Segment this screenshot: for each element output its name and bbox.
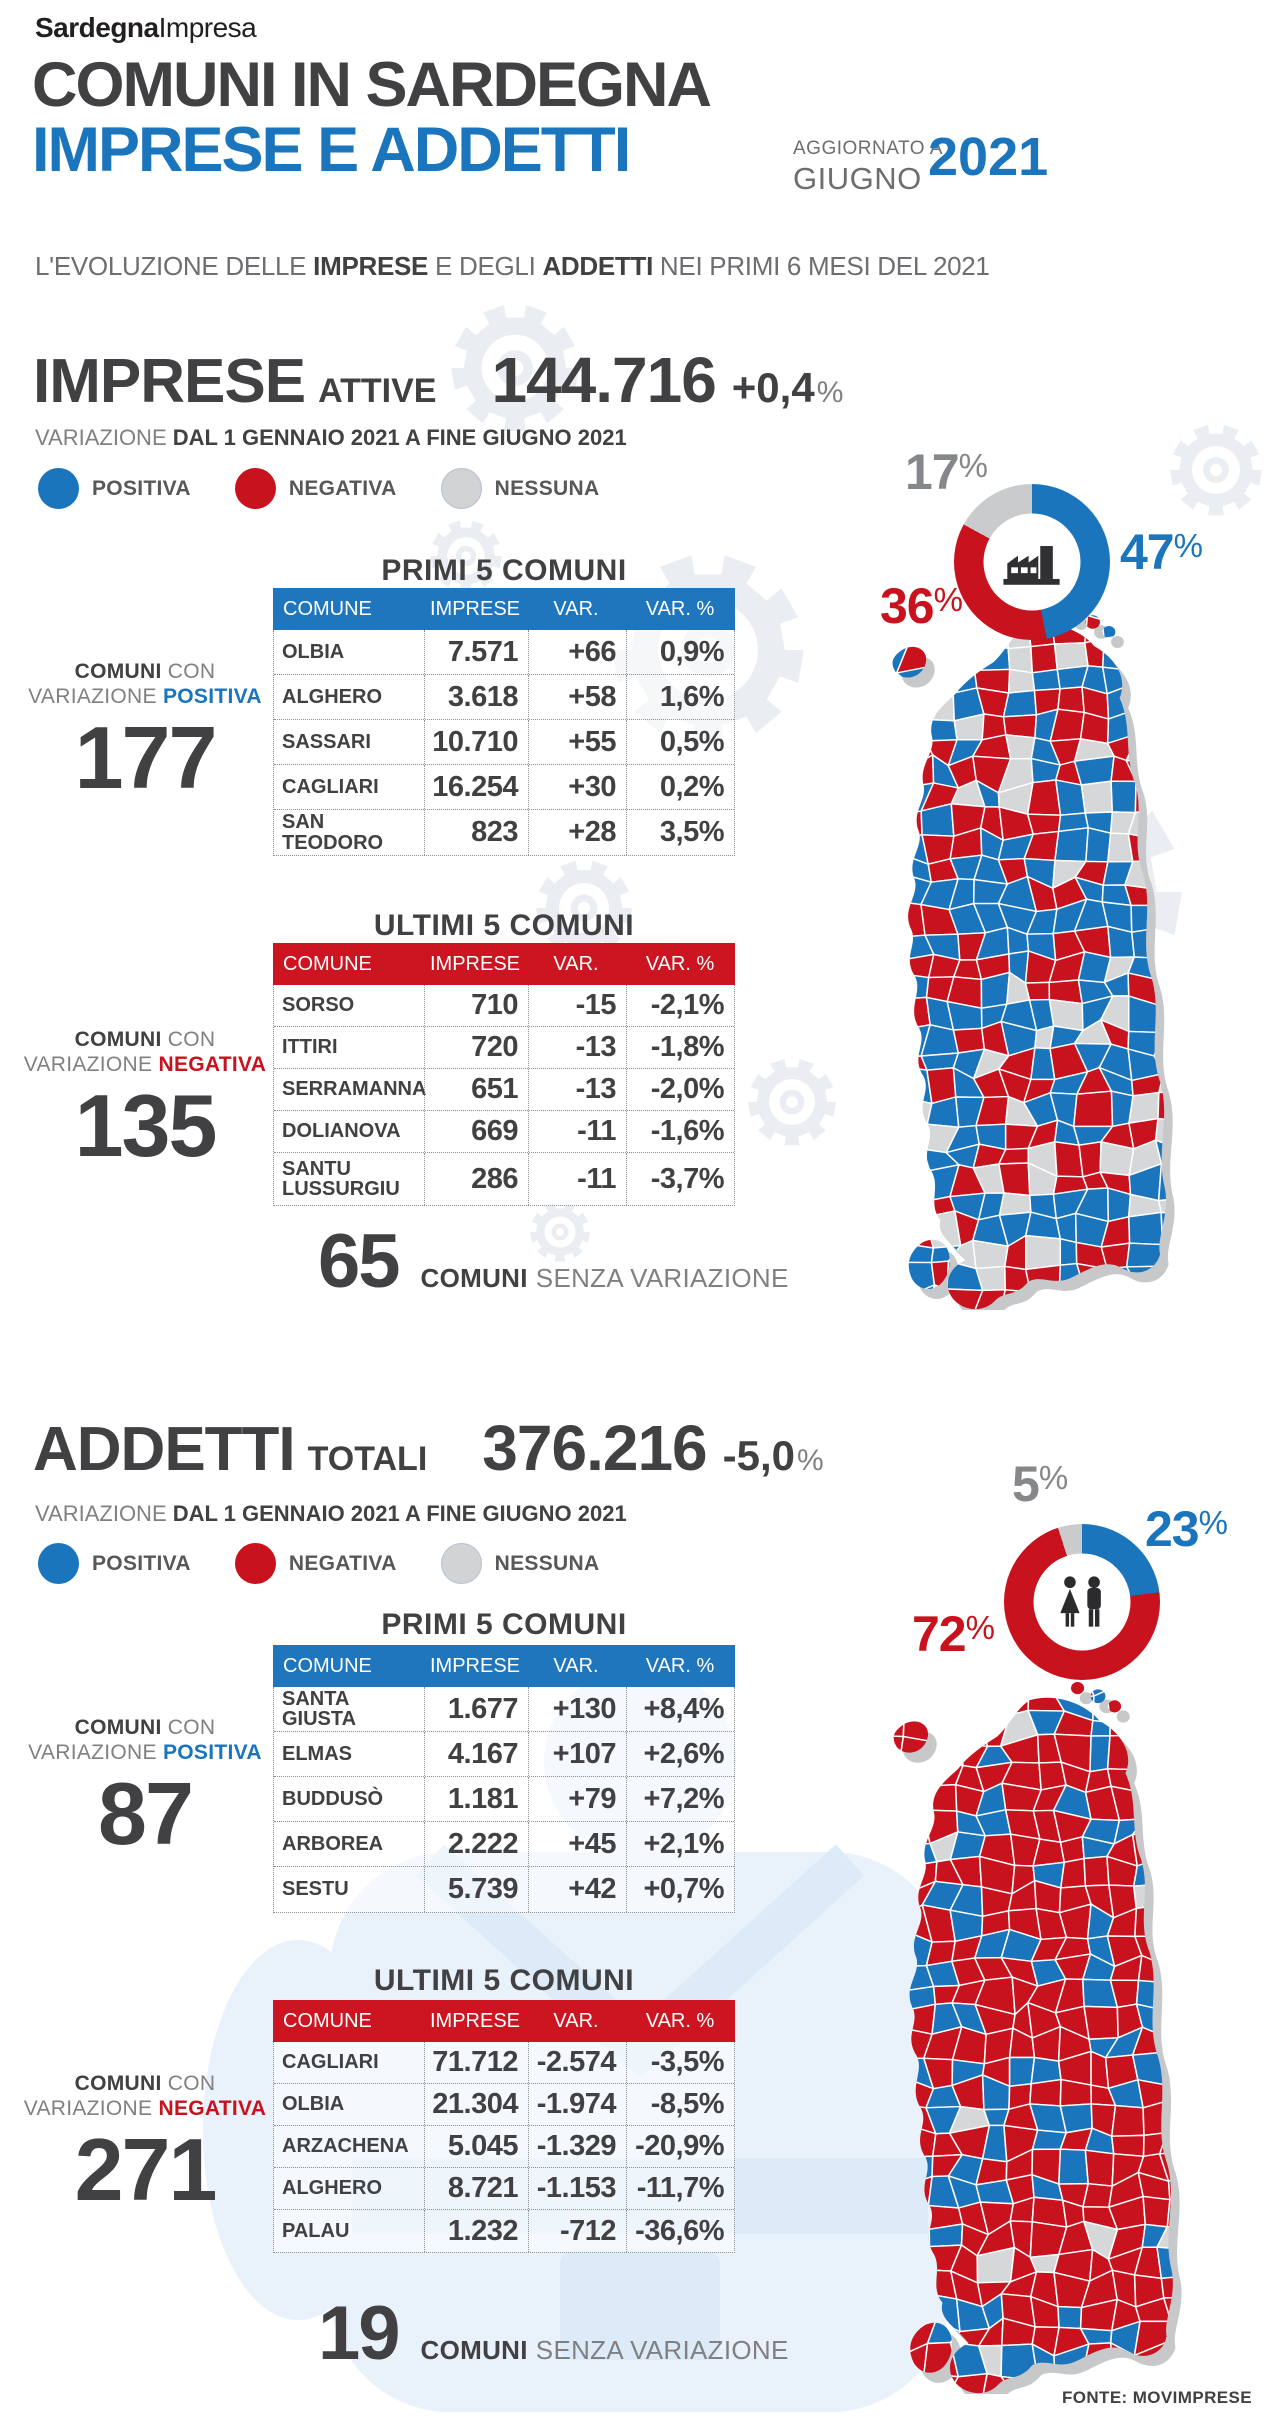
people-couple-icon bbox=[1053, 1574, 1111, 1630]
table-cell-value: 7.571 bbox=[424, 630, 528, 674]
table-cell-value: 1.677 bbox=[424, 1687, 528, 1731]
table-row bbox=[274, 985, 734, 1027]
source-label: FONTE: MOVIMPRESE bbox=[1061, 2388, 1252, 2407]
table-title-primi5-imprese: PRIMI 5 COMUNI bbox=[381, 554, 627, 587]
table-header-cell: VAR. bbox=[553, 2009, 599, 2032]
table-header-cell: VAR. % bbox=[645, 952, 715, 975]
table-title-ultimi5-addetti: ULTIMI 5 COMUNI bbox=[373, 1964, 635, 1997]
table-cell-comune: SESTU bbox=[282, 1878, 349, 1901]
table-cell-value: 286 bbox=[424, 1153, 528, 1205]
section-word: IMPRESE bbox=[33, 347, 306, 416]
legend-label: POSITIVA bbox=[92, 1551, 191, 1575]
table-row bbox=[274, 1153, 734, 1205]
table-cell-comune: ARZACHENA bbox=[282, 2135, 409, 2158]
table-header-cell: VAR. bbox=[553, 952, 599, 975]
legend-item-nessuna bbox=[441, 1543, 600, 1584]
updated-label-line2: GIUGNO bbox=[793, 161, 922, 196]
table-row bbox=[274, 1867, 734, 1912]
section-total: 144.716 bbox=[491, 344, 716, 416]
table-header-row bbox=[273, 2000, 735, 2042]
table-cell-value: 71.712 bbox=[424, 2042, 528, 2083]
variation-period-label: VARIAZIONE DAL 1 GENNAIO 2021 A FINE GIUGNO 2021 bbox=[35, 1501, 627, 1526]
table-cell-value: +66 bbox=[528, 630, 626, 674]
table-cell-value: -3,5% bbox=[626, 2042, 734, 2083]
table-cell-value: 10.710 bbox=[424, 720, 528, 764]
table-primi5-addetti bbox=[273, 1645, 735, 1913]
table-cell-value: +130 bbox=[528, 1687, 626, 1731]
legend-imprese bbox=[38, 468, 599, 509]
variation-period-label: VARIAZIONE DAL 1 GENNAIO 2021 A FINE GIUGNO 2021 bbox=[35, 425, 627, 450]
donut-hole bbox=[1034, 1554, 1131, 1651]
table-cell-comune: ITTIRI bbox=[282, 1036, 338, 1059]
section-total: 376.216 bbox=[482, 1412, 707, 1484]
percent-sign: % bbox=[816, 376, 844, 409]
table-cell-comune: OLBIA bbox=[282, 640, 345, 663]
table-header-cell: VAR. % bbox=[645, 2009, 715, 2032]
table-primi5-imprese bbox=[273, 588, 735, 856]
table-cell-comune: CAGLIARI bbox=[282, 2051, 379, 2074]
table-cell-comune: SASSARI bbox=[282, 730, 371, 753]
table-header-cell: IMPRESE bbox=[429, 2009, 521, 2032]
table-cell-comune: ARBOREA bbox=[282, 1832, 384, 1855]
no-variation-addetti: 19 COMUNI SENZA VARIAZIONE bbox=[318, 2291, 789, 2376]
table-cell-value: -36,6% bbox=[626, 2210, 734, 2252]
donut-chart-addetti bbox=[912, 1452, 1257, 1707]
table-cell-value: +58 bbox=[528, 675, 626, 719]
table-cell-value: 3,5% bbox=[626, 810, 734, 855]
no-variation-value: 65 bbox=[318, 1219, 399, 1304]
table-header-cell: VAR. bbox=[553, 1654, 599, 1677]
table-cell-value: -20,9% bbox=[626, 2126, 734, 2167]
legend-item-positiva bbox=[38, 468, 191, 509]
sardinia-map-imprese bbox=[838, 606, 1222, 1310]
table-cell-value: -13 bbox=[528, 1069, 626, 1110]
table-cell-value: -2.574 bbox=[528, 2042, 626, 2083]
page-title: COMUNI IN SARDEGNA bbox=[32, 50, 711, 120]
table-row bbox=[274, 2042, 734, 2084]
table-cell-value: +55 bbox=[528, 720, 626, 764]
table-cell-value: 16.254 bbox=[424, 765, 528, 809]
donut-label-nessuna: 5 % bbox=[1012, 1456, 1069, 1512]
table-cell-comune: OLBIA bbox=[282, 2093, 345, 2116]
table-ultimi5-imprese bbox=[273, 943, 735, 1206]
table-row bbox=[274, 675, 734, 720]
table-cell-value: -1,8% bbox=[626, 1027, 734, 1068]
donut-chart-imprese bbox=[878, 444, 1228, 693]
count-value: 271 bbox=[74, 2119, 216, 2219]
table-cell-value: 1.232 bbox=[424, 2210, 528, 2252]
table-cell-value: 720 bbox=[424, 1027, 528, 1068]
updated-label-line1: AGGIORNATO A bbox=[793, 138, 943, 159]
table-cell-value: +2,1% bbox=[626, 1822, 734, 1866]
table-cell-value: 651 bbox=[424, 1069, 528, 1110]
legend-label: POSITIVA bbox=[92, 476, 191, 500]
page-description: L'EVOLUZIONE DELLE IMPRESE E DEGLI ADDETTI NEI PRIMI 6 MESI DEL 2021 bbox=[35, 251, 990, 281]
table-row bbox=[274, 630, 734, 675]
table-cell-value: -13 bbox=[528, 1027, 626, 1068]
donut-label-positiva: 23 % bbox=[1145, 1501, 1228, 1557]
section-heading-imprese bbox=[33, 344, 844, 416]
percent-sign: % bbox=[797, 1444, 824, 1477]
legend-label: NEGATIVA bbox=[288, 1551, 397, 1575]
table-cell-comune: ELMAS bbox=[282, 1742, 352, 1765]
donut-hole bbox=[984, 514, 1081, 611]
table-cell-value: +7,2% bbox=[626, 1777, 734, 1821]
table-header-cell: VAR. bbox=[553, 597, 599, 620]
table-body bbox=[273, 1687, 735, 1913]
table-header-cell: IMPRESE bbox=[429, 952, 521, 975]
table-cell-value: 21.304 bbox=[424, 2084, 528, 2125]
legend-label: NEGATIVA bbox=[288, 476, 397, 500]
section-qualifier: TOTALI bbox=[307, 1440, 428, 1478]
table-cell-value: 710 bbox=[424, 985, 528, 1026]
table-cell-value: -3,7% bbox=[626, 1153, 734, 1205]
table-cell-value: -11 bbox=[528, 1111, 626, 1152]
section-delta: +0,4 bbox=[731, 364, 815, 411]
table-body bbox=[273, 2042, 735, 2253]
factory-icon bbox=[1001, 537, 1063, 587]
table-body bbox=[273, 630, 735, 856]
table-header-cell: COMUNE bbox=[283, 2009, 372, 2032]
donut-label-negativa: 72 % bbox=[912, 1606, 995, 1662]
table-cell-value: -1.153 bbox=[528, 2168, 626, 2209]
table-header-row bbox=[273, 943, 735, 985]
table-cell-value: +2,6% bbox=[626, 1732, 734, 1776]
table-cell-value: 5.045 bbox=[424, 2126, 528, 2167]
table-cell-value: +79 bbox=[528, 1777, 626, 1821]
table-cell-value: +28 bbox=[528, 810, 626, 855]
section-qualifier: ATTIVE bbox=[318, 372, 437, 410]
table-header-cell: COMUNE bbox=[283, 1654, 372, 1677]
table-row bbox=[274, 2210, 734, 2252]
legend-addetti bbox=[38, 1543, 599, 1584]
table-title-primi5-addetti: PRIMI 5 COMUNI bbox=[381, 1608, 627, 1641]
table-cell-value: 669 bbox=[424, 1111, 528, 1152]
count-value: 135 bbox=[74, 1075, 216, 1175]
table-cell-value: +107 bbox=[528, 1732, 626, 1776]
count-positive-addetti: COMUNI CON VARIAZIONE POSITIVA 87 bbox=[15, 1716, 275, 1855]
legend-label: NESSUNA bbox=[494, 476, 600, 500]
table-cell-comune: DOLIANOVA bbox=[282, 1120, 401, 1143]
table-cell-value: -11 bbox=[528, 1153, 626, 1205]
brand-logo bbox=[35, 12, 256, 44]
count-positive-imprese: COMUNI CON VARIAZIONE POSITIVA 177 bbox=[15, 660, 275, 799]
table-header-row bbox=[273, 588, 735, 630]
positive-dot-icon bbox=[38, 1543, 79, 1584]
negative-dot-icon bbox=[235, 468, 276, 509]
table-cell-comune: SAN TEODORO bbox=[282, 811, 384, 854]
updated-year: 2021 bbox=[928, 127, 1049, 187]
table-row bbox=[274, 1822, 734, 1867]
table-cell-comune: BUDDUSÒ bbox=[282, 1787, 384, 1810]
table-cell-value: 5.739 bbox=[424, 1867, 528, 1912]
table-cell-value: +30 bbox=[528, 765, 626, 809]
count-value: 177 bbox=[74, 707, 216, 807]
section-heading-addetti bbox=[33, 1412, 824, 1484]
table-body bbox=[273, 985, 735, 1206]
table-cell-comune: SERRAMANNA bbox=[282, 1078, 427, 1101]
section-word: ADDETTI bbox=[33, 1415, 295, 1484]
table-cell-value: 8.721 bbox=[424, 2168, 528, 2209]
table-row bbox=[274, 1687, 734, 1732]
table-cell-value: 823 bbox=[424, 810, 528, 855]
table-cell-value: -2,1% bbox=[626, 985, 734, 1026]
table-header-cell: COMUNE bbox=[283, 597, 372, 620]
negative-dot-icon bbox=[235, 1543, 276, 1584]
positive-dot-icon bbox=[38, 468, 79, 509]
table-cell-value: -2,0% bbox=[626, 1069, 734, 1110]
table-cell-value: +42 bbox=[528, 1867, 626, 1912]
brand-logo-bold: Sardegna bbox=[35, 12, 159, 43]
table-cell-value: -712 bbox=[528, 2210, 626, 2252]
table-cell-comune: CAGLIARI bbox=[282, 775, 379, 798]
page-subtitle-main: IMPRESE E ADDETTI bbox=[32, 115, 630, 185]
table-cell-comune: PALAU bbox=[282, 2219, 350, 2242]
no-variation-value: 19 bbox=[318, 2291, 399, 2376]
donut-label-positiva: 47 % bbox=[1120, 524, 1203, 580]
table-row bbox=[274, 1777, 734, 1822]
table-cell-value: -1.974 bbox=[528, 2084, 626, 2125]
donut-ring bbox=[1004, 1524, 1160, 1680]
donut-label-negativa: 36 % bbox=[880, 578, 963, 634]
table-cell-value: +45 bbox=[528, 1822, 626, 1866]
table-row bbox=[274, 810, 734, 855]
table-cell-value: -11,7% bbox=[626, 2168, 734, 2209]
table-row bbox=[274, 2126, 734, 2168]
table-cell-comune: ALGHERO bbox=[282, 685, 382, 708]
table-cell-value: +0,7% bbox=[626, 1867, 734, 1912]
table-cell-value: -1.329 bbox=[528, 2126, 626, 2167]
brand-logo-light: Impresa bbox=[158, 12, 257, 43]
table-header-cell: IMPRESE bbox=[429, 597, 521, 620]
none-dot-icon bbox=[441, 1543, 482, 1584]
table-cell-value: -15 bbox=[528, 985, 626, 1026]
count-value: 87 bbox=[98, 1763, 192, 1863]
table-cell-value: 1.181 bbox=[424, 1777, 528, 1821]
table-cell-comune: SANTU LUSSURGIU bbox=[282, 1157, 400, 1200]
table-cell-value: 3.618 bbox=[424, 675, 528, 719]
table-header-cell: VAR. % bbox=[645, 1654, 715, 1677]
legend-item-positiva bbox=[38, 1543, 191, 1584]
sardinia-map-addetti bbox=[838, 1680, 1230, 2394]
table-cell-value: -1,6% bbox=[626, 1111, 734, 1152]
legend-label: NESSUNA bbox=[494, 1551, 600, 1575]
donut-ring bbox=[954, 484, 1110, 640]
legend-item-negativa bbox=[235, 1543, 397, 1584]
table-cell-value: 0,9% bbox=[626, 630, 734, 674]
table-cell-comune: SORSO bbox=[282, 994, 355, 1017]
table-row bbox=[274, 2084, 734, 2126]
table-cell-value: 1,6% bbox=[626, 675, 734, 719]
table-row bbox=[274, 765, 734, 810]
table-cell-comune: ALGHERO bbox=[282, 2177, 382, 2200]
count-negative-addetti: COMUNI CON VARIAZIONE NEGATIVA 271 bbox=[15, 2072, 275, 2211]
legend-item-negativa bbox=[235, 468, 397, 509]
table-row bbox=[274, 1732, 734, 1777]
table-header-cell: VAR. % bbox=[645, 597, 715, 620]
table-header-row bbox=[273, 1645, 735, 1687]
donut-label-nessuna: 17 % bbox=[905, 444, 988, 500]
table-row bbox=[274, 2168, 734, 2210]
updated-label bbox=[793, 139, 943, 194]
table-cell-value: 0,5% bbox=[626, 720, 734, 764]
section-delta: -5,0 bbox=[722, 1432, 795, 1479]
count-negative-imprese: COMUNI CON VARIAZIONE NEGATIVA 135 bbox=[15, 1028, 275, 1167]
table-cell-comune: SANTA GIUSTA bbox=[282, 1687, 357, 1730]
table-cell-value: 0,2% bbox=[626, 765, 734, 809]
table-header-cell: COMUNE bbox=[283, 952, 372, 975]
legend-item-nessuna bbox=[441, 468, 600, 509]
table-row bbox=[274, 1069, 734, 1111]
table-header-cell: IMPRESE bbox=[429, 1654, 521, 1677]
table-cell-value: 2.222 bbox=[424, 1822, 528, 1866]
table-row bbox=[274, 720, 734, 765]
table-row bbox=[274, 1111, 734, 1153]
table-title-ultimi5-imprese: ULTIMI 5 COMUNI bbox=[373, 909, 635, 942]
none-dot-icon bbox=[441, 468, 482, 509]
table-row bbox=[274, 1027, 734, 1069]
no-variation-imprese: 65 COMUNI SENZA VARIAZIONE bbox=[318, 1219, 789, 1304]
table-ultimi5-addetti bbox=[273, 2000, 735, 2253]
table-cell-value: +8,4% bbox=[626, 1687, 734, 1731]
table-cell-value: 4.167 bbox=[424, 1732, 528, 1776]
table-cell-value: -8,5% bbox=[626, 2084, 734, 2125]
